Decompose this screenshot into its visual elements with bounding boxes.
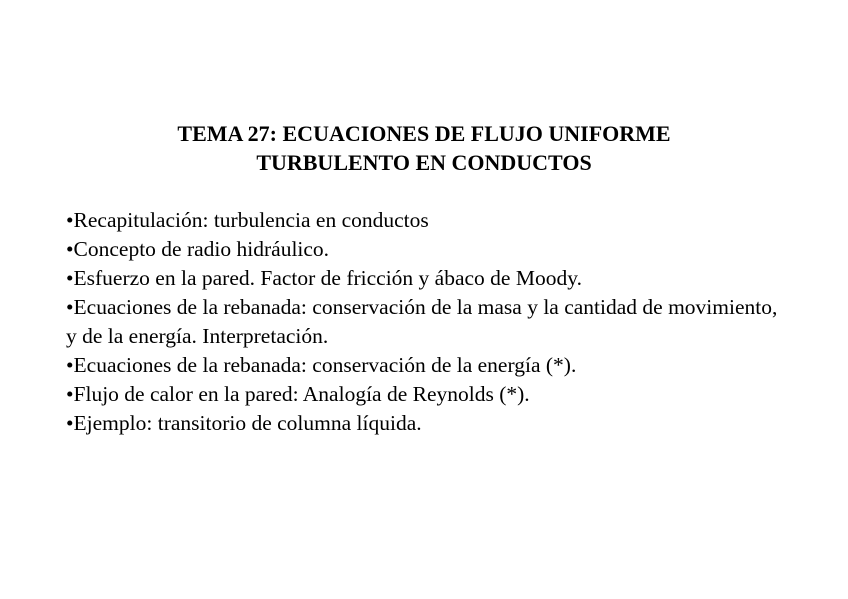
topic-item: •Flujo de calor en la pared: Analogía de Reynolds (*). xyxy=(66,382,530,406)
topic-item: •Concepto de radio hidráulico. xyxy=(66,237,330,261)
slide-title xyxy=(0,119,848,177)
topic-item: •Recapitulación: turbulencia en conductos xyxy=(66,208,429,232)
topic-item: •Ecuaciones de la rebanada: conservación de la masa y la cantidad de movimiento, y de la energía. Interpretación. xyxy=(66,295,778,348)
topic-item: •Ecuaciones de la rebanada: conservación de la energía (*). xyxy=(66,353,577,377)
title-line-2: TURBULENTO EN CONDUCTOS xyxy=(256,150,592,175)
topic-item: •Esfuerzo en la pared. Factor de fricción y ábaco de Moody. xyxy=(66,266,582,290)
topic-item: •Ejemplo: transitorio de columna líquida. xyxy=(66,411,422,435)
topic-list xyxy=(66,206,786,438)
title-line-1: TEMA 27: ECUACIONES DE FLUJO UNIFORME xyxy=(177,121,671,146)
